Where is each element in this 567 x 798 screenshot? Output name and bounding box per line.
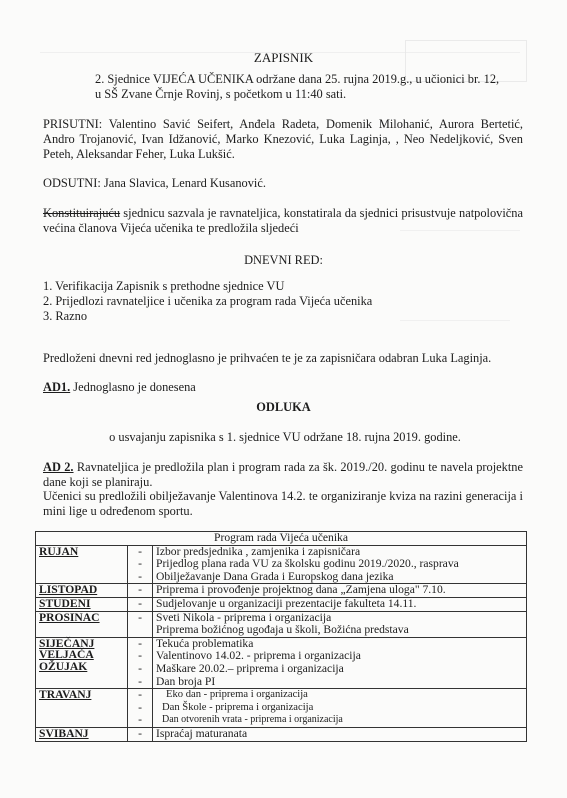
activity-cell	[153, 637, 527, 688]
intro-paragraph: 2. Sjednice VIJEĆA UČENIKA održane dana 25. rujna 2019.g., u učionici br. 12, u SŠ Zvane Črnje Rovinj, s početkom u 11:40 sati.	[95, 72, 500, 101]
month-cell: LISTOPAD	[36, 584, 128, 598]
program-row-winter	[36, 637, 527, 688]
document-title: ZAPISNIK	[253, 50, 314, 65]
ad1-text: Jednoglasno je donesena	[70, 380, 196, 394]
activity-item: Eko dan - priprema i organizacija	[166, 689, 308, 701]
activity-cell	[153, 545, 527, 584]
activity-item: Tekuća problematika	[156, 636, 254, 650]
agenda-list	[43, 279, 523, 324]
program-row-listopad	[36, 584, 527, 598]
agenda-accepted: Predloženi dnevni red jednoglasno je prihvaćen te je za zapisničara odabran Luka Laginja.	[43, 351, 492, 365]
activity-item: Sveti Nikola - priprema i organizacija	[156, 610, 332, 624]
activity-cell	[153, 584, 527, 598]
activity-cell	[153, 597, 527, 611]
ad1-paragraph	[43, 380, 523, 395]
dash-cell: - - -	[128, 545, 153, 584]
month-cell: RUJAN	[36, 545, 128, 584]
attendees-absent: ODSUTNI: Jana Slavica, Lenard Kusanović.	[43, 176, 266, 190]
attendees-present: PRISUTNI: Valentino Savić Seifert, Anđela Radeta, Domenik Milohanić, Aurora Bertetić, Andro Trojanović, Ivan Idžanović, Marko Knezović, Luka Laginja, , Neo Nedeljković, Sven Peteh, Aleksandar Feher, Luka Lukšić.	[43, 117, 523, 161]
activity-cell	[153, 689, 527, 728]
activity-item: Dan Škole - priprema i organizacija	[162, 701, 314, 713]
month-cell: STUDENI	[36, 597, 128, 611]
ad1-label: AD1.	[43, 380, 71, 394]
agenda-item: 1. Verifikacija Zapisnik s prethodne sjednice VU	[43, 279, 285, 293]
month-cell: PROSINAC	[36, 611, 128, 637]
program-heading-row	[36, 532, 527, 546]
month-cell: SVIBANJ	[36, 727, 128, 741]
activity-item: Maškare 20.02.– priprema i organizacija	[156, 661, 344, 675]
activity-item: Obilježavanje Dana Grada i Europskog dana jezika	[156, 569, 394, 583]
program-row-svibanj	[36, 727, 527, 741]
ad2-label: AD 2.	[43, 460, 74, 474]
activity-item: Prijedlog plana rada VU za školsku godinu 2019./2020., rasprava	[156, 557, 459, 571]
constitution-paragraph	[43, 206, 523, 236]
agenda-item: 3. Razno	[43, 309, 88, 323]
ad2-text: Ravnateljica je predložila plan i program rada za šk. 2019./20. godinu te navela projektne dane koji se planiraju.	[43, 460, 523, 489]
decision-heading: ODLUKA	[256, 400, 311, 414]
dash-cell: -	[128, 584, 153, 598]
struck-word: Konstituirajuću	[43, 206, 121, 220]
dash-cell: - - -	[128, 689, 153, 728]
activity-item: Priprema božićnog ugođaja u školi, Božićna predstava	[156, 623, 409, 637]
ad2-students: Učenici su predložili obilježavanje Valentinova 14.2. te organiziranje kviza na razini generacija i mini lige u određenom sportu.	[43, 489, 523, 518]
activity-cell	[153, 727, 527, 741]
dash-cell: -	[128, 727, 153, 741]
program-row-prosinac	[36, 611, 527, 637]
activity-item: Priprema i provođenje projektnog dana „Zamjena uloga" 7.10.	[156, 583, 446, 597]
activity-item: Sudjelovanje u organizaciji prezentacije fakulteta 14.11.	[156, 596, 417, 610]
program-table	[35, 531, 527, 742]
agenda-heading: DNEVNI RED:	[244, 253, 323, 267]
dash-cell: - - - -	[128, 637, 153, 688]
activity-item: Dan otvorenih vrata - priprema i organizacija	[162, 714, 343, 726]
activity-cell	[153, 611, 527, 637]
agenda-item: 2. Prijedlozi ravnateljice i učenika za program rada Vijeća učenika	[43, 294, 373, 308]
program-row-travanj	[36, 689, 527, 728]
month-cell: SIJEČANJ VELJAČA OŽUJAK	[36, 637, 128, 688]
program-row-studeni	[36, 597, 527, 611]
dash-cell: -	[128, 611, 153, 637]
ad2-paragraph	[43, 460, 523, 490]
activity-item: Valentinovo 14.02. - priprema i organizacija	[156, 649, 361, 663]
activity-item: Izbor predsjednika , zamjenika i zapisničara	[156, 544, 361, 558]
month-cell: TRAVANJ	[36, 689, 128, 728]
decision-text: o usvajanju zapisnika s 1. sjednice VU održane 18. rujna 2019. godine.	[109, 430, 461, 444]
program-heading: Program rada Vijeća učenika	[36, 532, 527, 546]
dash-cell: -	[128, 597, 153, 611]
activity-item: Ispraćaj maturanata	[156, 726, 248, 740]
program-row-rujan	[36, 545, 527, 584]
activity-item: Dan broja PI	[156, 674, 216, 688]
constitution-text: sjednicu sazvala je ravnateljica, konstatirala da sjednici prisustvuje natpolovična većina članova Vijeća učenika te predložila sljedeći	[43, 206, 523, 235]
